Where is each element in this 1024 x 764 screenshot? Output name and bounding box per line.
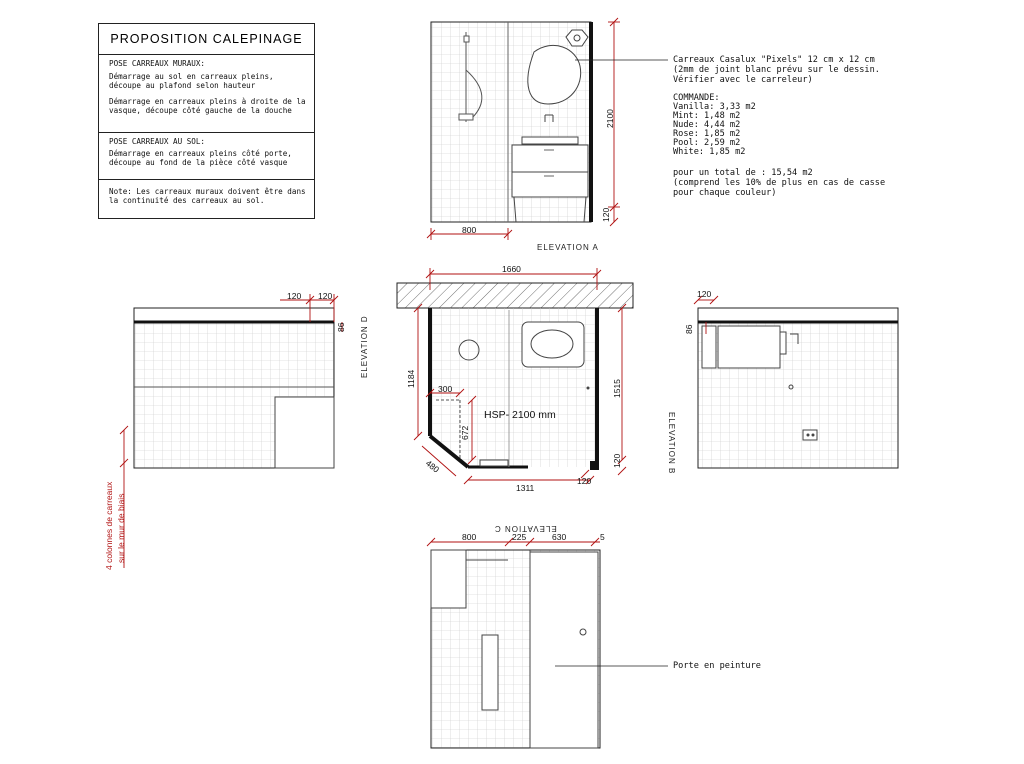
dim-b-86: 86: [684, 324, 694, 334]
dim-plan-right: 1515: [612, 379, 622, 398]
order-heading: COMMANDE:: [673, 93, 720, 103]
order-nude: Nude: 4,44 m2: [673, 120, 741, 130]
label-elevation-d: ELEVATION D: [360, 315, 369, 378]
dim-plan-480: 480: [423, 458, 442, 475]
total-line-3: pour chaque couleur): [673, 188, 777, 198]
wall-text-2: Démarrage en carreaux pleins à droite de la vasque, découpe côté gauche de la douche: [109, 97, 306, 115]
dim-a-width: 800: [462, 225, 477, 235]
dim-b-120: 120: [697, 289, 712, 299]
floor-text: Démarrage en carreaux pleins côté porte, découpe au fond de la pièce côté vasque: [109, 149, 292, 167]
label-hsp: HSP- 2100 mm: [484, 409, 556, 421]
total-line-2: (comprend les 10% de plus en cas de casse: [673, 178, 886, 188]
dim-d-120-a: 120: [287, 291, 302, 301]
title-block: [98, 23, 315, 219]
title-note: Note: Les carreaux muraux doivent être dans la continuité des carreaux au sol.: [109, 187, 306, 205]
title-block-title: PROPOSITION CALEPINAGE: [99, 24, 314, 55]
elevation-a: [431, 22, 593, 222]
elevation-c: [431, 550, 600, 748]
dim-c-5: 5: [600, 532, 605, 542]
dim-plan-120-bottom: 120: [577, 476, 592, 486]
order-pool: Pool: 2,59 m2: [673, 138, 741, 148]
diag-note-line-2: sur le mur de biais: [116, 493, 126, 563]
tile-line-2: (2mm de joint blanc prévu sur le dessin.: [673, 65, 880, 75]
dim-plan-left: 1184: [406, 369, 416, 388]
dim-plan-bottom: 1311: [516, 483, 535, 493]
dim-c-225: 225: [512, 532, 527, 542]
elevation-b: [698, 308, 898, 468]
floor-plan: [397, 283, 633, 470]
order-white: White: 1,85 m2: [673, 147, 746, 157]
dim-c-800: 800: [462, 532, 477, 542]
total-line-1: pour un total de : 15,54 m2: [673, 168, 813, 178]
wall-heading: POSE CARREAUX MURAUX:: [109, 59, 206, 68]
dim-plan-120-right: 120: [612, 453, 622, 468]
dim-plan-300: 300: [438, 384, 453, 394]
dim-a-small: 120: [601, 207, 611, 222]
elevation-d: [134, 308, 334, 468]
label-elevation-c: ELEVATION C: [494, 524, 557, 533]
order-mint: Mint: 1,48 m2: [673, 111, 741, 121]
floor-heading: POSE CARREAUX AU SOL:: [109, 137, 206, 146]
wall-text-1: Démarrage au sol en carreaux pleins, découpe au plafond selon hauteur: [109, 72, 274, 90]
diag-note-line-1: 4 colonnes de carreaux: [104, 481, 114, 570]
tile-line-3: Vérifier avec le carreleur): [673, 75, 813, 85]
tile-line-1: Carreaux Casalux "Pixels" 12 cm x 12 cm: [673, 55, 875, 65]
dim-d-86: 86: [336, 322, 346, 332]
label-elevation-b: ELEVATION B: [667, 412, 676, 475]
dim-plan-width: 1660: [502, 264, 521, 274]
label-elevation-a: ELEVATION A: [537, 243, 599, 252]
dim-c-630: 630: [552, 532, 567, 542]
dim-a-height: 2100: [605, 109, 615, 128]
dim-plan-672: 672: [460, 425, 470, 440]
label-door-note: Porte en peinture: [673, 661, 761, 671]
dim-d-120-b: 120: [318, 291, 333, 301]
order-rose: Rose: 1,85 m2: [673, 129, 741, 139]
order-vanilla: Vanilla: 3,33 m2: [673, 102, 756, 112]
